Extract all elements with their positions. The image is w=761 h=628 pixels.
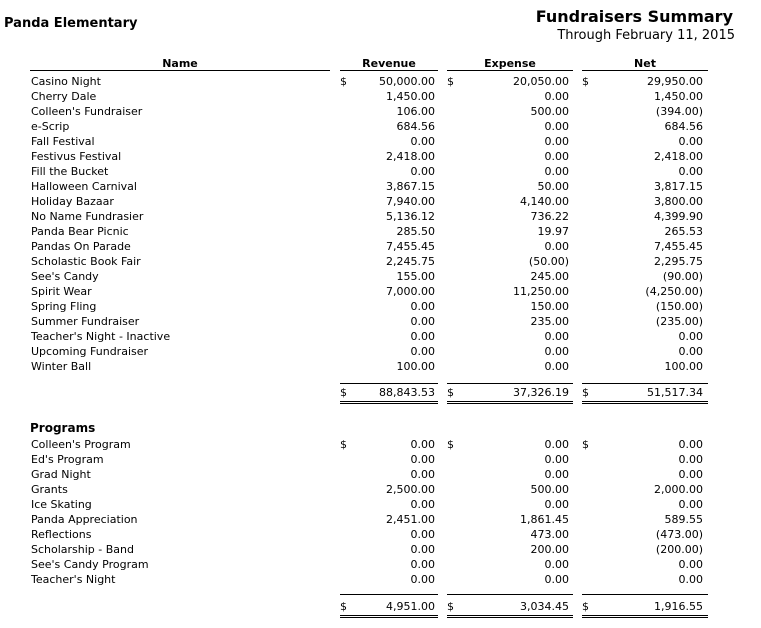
organization-name: Panda Elementary (4, 16, 138, 31)
subtotal-line-revenue (340, 594, 438, 595)
row-net: 0.00 (678, 453, 703, 466)
row-expense: 0.00 (544, 345, 569, 358)
row-net: 2,000.00 (654, 483, 703, 496)
row-revenue: 285.50 (396, 225, 435, 238)
currency-symbol: $ (340, 600, 347, 613)
row-revenue: 0.00 (410, 135, 435, 148)
table-row (0, 194, 761, 209)
row-name: Grants (31, 483, 68, 496)
subtotal-line-expense (447, 594, 573, 595)
row-expense: 0.00 (544, 453, 569, 466)
row-revenue: 1,450.00 (386, 90, 435, 103)
table-row (0, 149, 761, 164)
row-revenue: 2,500.00 (386, 483, 435, 496)
row-name: Summer Fundraiser (31, 315, 140, 328)
table-row (0, 467, 761, 482)
row-net: 1,450.00 (654, 90, 703, 103)
table-row (0, 164, 761, 179)
row-expense: 0.00 (544, 120, 569, 133)
currency-symbol: $ (447, 75, 454, 88)
row-revenue: 0.00 (410, 453, 435, 466)
table-row (0, 284, 761, 299)
table-row (0, 74, 761, 89)
row-name: Holiday Bazaar (31, 195, 114, 208)
row-expense: 0.00 (544, 360, 569, 373)
currency-symbol: $ (582, 438, 589, 451)
row-expense: 0.00 (544, 438, 569, 451)
row-revenue: 0.00 (410, 468, 435, 481)
row-revenue: 0.00 (410, 438, 435, 451)
row-expense: 500.00 (530, 105, 569, 118)
row-name: See's Candy Program (31, 558, 149, 571)
row-name: Grad Night (31, 468, 91, 481)
header-underline-name (30, 70, 330, 71)
row-name: Panda Appreciation (31, 513, 138, 526)
row-name: Reflections (31, 528, 92, 541)
currency-symbol: $ (447, 600, 454, 613)
currency-symbol: $ (582, 386, 589, 399)
currency-symbol: $ (582, 600, 589, 613)
report-title: Fundraisers Summary (535, 7, 733, 26)
row-revenue: 2,451.00 (386, 513, 435, 526)
total-revenue: 88,843.53 (379, 386, 435, 399)
row-expense: 4,140.00 (520, 195, 569, 208)
header-underline-net (582, 70, 708, 71)
row-net: 589.55 (664, 513, 703, 526)
row-name: Halloween Carnival (31, 180, 137, 193)
row-net: (4,250.00) (645, 285, 703, 298)
row-name: Panda Bear Picnic (31, 225, 129, 238)
total-double-line-net (582, 401, 708, 404)
table-row (0, 527, 761, 542)
table-row (0, 314, 761, 329)
row-revenue: 7,455.45 (386, 240, 435, 253)
row-expense: 0.00 (544, 330, 569, 343)
row-revenue: 2,418.00 (386, 150, 435, 163)
subtotal-line-net (582, 383, 708, 384)
row-name: Pandas On Parade (31, 240, 131, 253)
row-revenue: 0.00 (410, 498, 435, 511)
row-net: 2,418.00 (654, 150, 703, 163)
column-header-net: Net (634, 57, 656, 70)
currency-symbol: $ (340, 386, 347, 399)
total-double-line-expense (447, 401, 573, 404)
row-name: Scholarship - Band (31, 543, 134, 556)
table-row (0, 437, 761, 452)
row-name: Ice Skating (31, 498, 92, 511)
total-double-line-net (582, 615, 708, 618)
row-net: 7,455.45 (654, 240, 703, 253)
currency-symbol: $ (447, 386, 454, 399)
currency-symbol: $ (340, 75, 347, 88)
table-row (0, 572, 761, 587)
total-expense: 37,326.19 (513, 386, 569, 399)
row-expense: 235.00 (530, 315, 569, 328)
row-name: e-Scrip (31, 120, 70, 133)
row-net: 265.53 (664, 225, 703, 238)
programs-total-row (0, 599, 761, 614)
row-net: 100.00 (664, 360, 703, 373)
row-name: Ed's Program (31, 453, 104, 466)
row-expense: 1,861.45 (520, 513, 569, 526)
row-net: 3,817.15 (654, 180, 703, 193)
row-net: 4,399.90 (654, 210, 703, 223)
row-name: Casino Night (31, 75, 101, 88)
row-net: (200.00) (655, 543, 703, 556)
total-revenue: 4,951.00 (386, 600, 435, 613)
table-row (0, 497, 761, 512)
total-net: 1,916.55 (654, 600, 703, 613)
table-row (0, 104, 761, 119)
row-net: (150.00) (655, 300, 703, 313)
table-row (0, 329, 761, 344)
row-revenue: 0.00 (410, 315, 435, 328)
row-name: Colleen's Fundraiser (31, 105, 143, 118)
header-underline-expense (447, 70, 573, 71)
row-expense: 0.00 (544, 90, 569, 103)
row-name: Festivus Festival (31, 150, 122, 163)
row-expense: 245.00 (530, 270, 569, 283)
row-net: 2,295.75 (654, 255, 703, 268)
row-name: See's Candy (31, 270, 99, 283)
table-row (0, 344, 761, 359)
currency-symbol: $ (447, 438, 454, 451)
row-net: 0.00 (678, 573, 703, 586)
row-name: Spring Fling (31, 300, 97, 313)
row-net: 0.00 (678, 468, 703, 481)
row-net: (394.00) (655, 105, 703, 118)
row-expense: 0.00 (544, 165, 569, 178)
row-revenue: 100.00 (396, 360, 435, 373)
table-row (0, 299, 761, 314)
row-revenue: 0.00 (410, 573, 435, 586)
table-row (0, 359, 761, 374)
programs-section-heading: Programs (30, 421, 96, 435)
row-net: 0.00 (678, 558, 703, 571)
table-row (0, 119, 761, 134)
total-double-line-revenue (340, 401, 438, 404)
table-row (0, 542, 761, 557)
row-expense: 50.00 (537, 180, 569, 193)
row-name: Cherry Dale (31, 90, 97, 103)
row-expense: (50.00) (528, 255, 569, 268)
row-name: Fall Festival (31, 135, 95, 148)
row-expense: 0.00 (544, 498, 569, 511)
table-row (0, 134, 761, 149)
row-name: Colleen's Program (31, 438, 131, 451)
row-name: Winter Ball (31, 360, 92, 373)
row-revenue: 7,000.00 (386, 285, 435, 298)
column-header-expense: Expense (484, 57, 536, 70)
table-row (0, 239, 761, 254)
row-expense: 19.97 (537, 225, 569, 238)
row-revenue: 0.00 (410, 528, 435, 541)
total-net: 51,517.34 (647, 386, 703, 399)
row-revenue: 0.00 (410, 543, 435, 556)
row-revenue: 684.56 (396, 120, 435, 133)
row-expense: 736.22 (530, 210, 569, 223)
row-net: 0.00 (678, 135, 703, 148)
row-net: 0.00 (678, 498, 703, 511)
row-expense: 0.00 (544, 468, 569, 481)
row-revenue: 2,245.75 (386, 255, 435, 268)
currency-symbol: $ (582, 75, 589, 88)
row-revenue: 3,867.15 (386, 180, 435, 193)
row-expense: 0.00 (544, 558, 569, 571)
row-expense: 0.00 (544, 573, 569, 586)
row-net: 0.00 (678, 330, 703, 343)
table-row (0, 254, 761, 269)
table-row (0, 89, 761, 104)
row-name: Teacher's Night (31, 573, 116, 586)
row-revenue: 0.00 (410, 330, 435, 343)
row-expense: 200.00 (530, 543, 569, 556)
row-net: (235.00) (655, 315, 703, 328)
table-row (0, 209, 761, 224)
row-revenue: 0.00 (410, 345, 435, 358)
column-header-revenue: Revenue (362, 57, 416, 70)
subtotal-line-net (582, 594, 708, 595)
header-underline-revenue (340, 70, 438, 71)
total-double-line-expense (447, 615, 573, 618)
row-revenue: 155.00 (396, 270, 435, 283)
currency-symbol: $ (340, 438, 347, 451)
row-revenue: 0.00 (410, 558, 435, 571)
row-expense: 0.00 (544, 240, 569, 253)
row-expense: 500.00 (530, 483, 569, 496)
row-revenue: 0.00 (410, 300, 435, 313)
subtotal-line-expense (447, 383, 573, 384)
table-row (0, 557, 761, 572)
row-net: 684.56 (664, 120, 703, 133)
report-date-range: Through February 11, 2015 (557, 28, 735, 43)
row-name: Spirit Wear (31, 285, 92, 298)
row-expense: 0.00 (544, 135, 569, 148)
total-expense: 3,034.45 (520, 600, 569, 613)
table-row (0, 452, 761, 467)
row-revenue: 5,136.12 (386, 210, 435, 223)
row-name: No Name Fundrasier (31, 210, 144, 223)
row-expense: 11,250.00 (513, 285, 569, 298)
row-net: 0.00 (678, 438, 703, 451)
subtotal-line-revenue (340, 383, 438, 384)
row-name: Fill the Bucket (31, 165, 109, 178)
row-revenue: 106.00 (396, 105, 435, 118)
row-revenue: 7,940.00 (386, 195, 435, 208)
table-row (0, 224, 761, 239)
row-net: 0.00 (678, 165, 703, 178)
row-net: (90.00) (662, 270, 703, 283)
total-double-line-revenue (340, 615, 438, 618)
row-name: Teacher's Night - Inactive (31, 330, 171, 343)
row-name: Upcoming Fundraiser (31, 345, 149, 358)
table-row (0, 179, 761, 194)
table-row (0, 512, 761, 527)
row-net: (473.00) (655, 528, 703, 541)
table-row (0, 269, 761, 284)
row-expense: 20,050.00 (513, 75, 569, 88)
fundraisers-total-row (0, 385, 761, 400)
row-net: 3,800.00 (654, 195, 703, 208)
row-expense: 473.00 (530, 528, 569, 541)
row-expense: 0.00 (544, 150, 569, 163)
row-name: Scholastic Book Fair (31, 255, 141, 268)
row-revenue: 50,000.00 (379, 75, 435, 88)
row-revenue: 0.00 (410, 165, 435, 178)
column-header-name: Name (162, 57, 198, 70)
row-expense: 150.00 (530, 300, 569, 313)
row-net: 0.00 (678, 345, 703, 358)
row-net: 29,950.00 (647, 75, 703, 88)
table-row (0, 482, 761, 497)
